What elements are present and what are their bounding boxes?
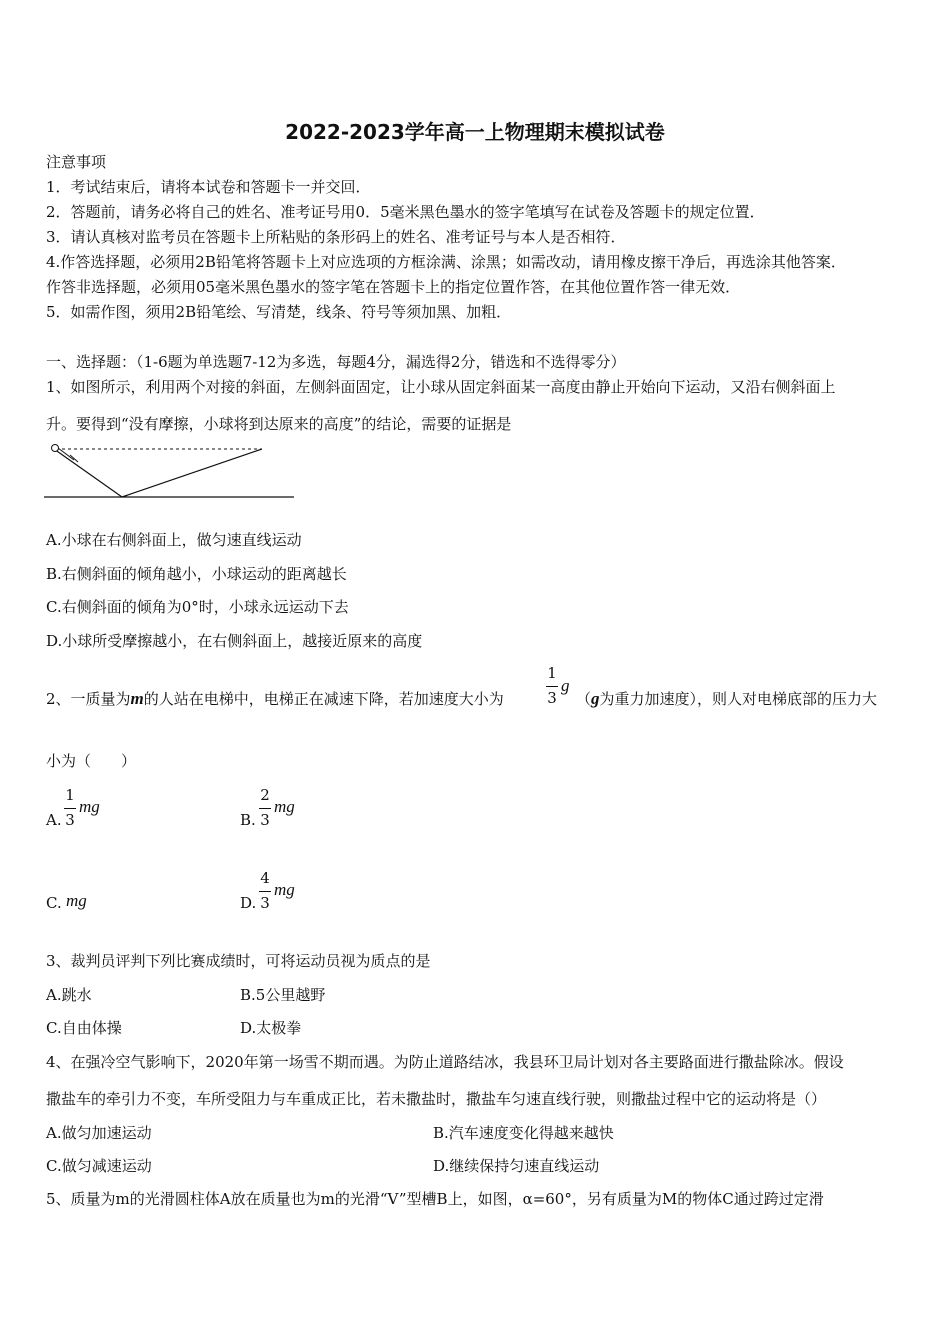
- fraction-numerator: 2: [260, 786, 270, 804]
- q2-text: （: [576, 690, 592, 708]
- notice-item: 4.作答选择题，必须用2B铅笔将答题卡上对应选项的方框涂满、涂黑；如需改动，请用橡皮擦干净后，再选涂其他答案．: [46, 253, 846, 271]
- q2-text: 2、一质量为: [46, 690, 131, 708]
- q2-text: 为重力加速度），则人对电梯底部的压力大: [599, 690, 878, 708]
- mg-symbol: mg: [274, 797, 295, 816]
- question-4-option: D.继续保持匀速直线运动: [433, 1157, 600, 1175]
- question-1-option: D.小球所受摩擦越小，在右侧斜面上，越接近原来的高度: [46, 632, 423, 650]
- fraction-line: [259, 808, 271, 809]
- notice-item: 3．请认真核对监考员在答题卡上所粘贴的条形码上的姓名、准考证号与本人是否相符．: [46, 228, 626, 246]
- ball-icon: [52, 445, 59, 452]
- fraction-numerator: 1: [547, 664, 557, 682]
- section-heading: 一、选择题：（1-6题为单选题7-12为多选，每题4分，漏选得2分，错选和不选得零分）: [46, 353, 626, 371]
- question-2-stem: [576, 689, 877, 709]
- question-4-stem: 撒盐车的牵引力不变，车所受阻力与车重成正比，若未撒盐时，撒盐车匀速直线行驶，则撒盐过程中它的运动将是（）: [46, 1090, 827, 1108]
- page-title: 2022-2023学年高一上物理期末模拟试卷: [285, 120, 665, 144]
- question-1-stem: 1、如图所示，利用两个对接的斜面，左侧斜面固定，让小球从固定斜面某一高度由静止开始向下运动，又沿右侧斜面上: [46, 378, 836, 396]
- fraction-line: [546, 686, 558, 687]
- mg-symbol: mg: [79, 797, 100, 816]
- question-3-option: B.5公里越野: [240, 986, 326, 1004]
- question-3-option: C.自由体操: [46, 1019, 122, 1037]
- gravity-symbol: g: [591, 689, 600, 708]
- option-label: B.: [240, 811, 256, 829]
- notice-item: 5．如需作图，须用2B铅笔绘、写清楚，线条、符号等须加黑、加粗．: [46, 303, 512, 321]
- mass-symbol: m: [130, 689, 144, 708]
- fraction-denominator: 3: [547, 689, 557, 707]
- incline-figure: [44, 440, 296, 502]
- option-label: D.: [240, 894, 257, 912]
- fraction-numerator: 4: [260, 869, 270, 887]
- question-3-option: D.太极拳: [240, 1019, 302, 1037]
- question-2-stem: 小为（ ）: [46, 752, 137, 770]
- mg-symbol: mg: [66, 891, 87, 910]
- question-1-option: B.右侧斜面的倾角越小，小球运动的距离越长: [46, 565, 347, 583]
- fraction-line: [259, 891, 271, 892]
- notice-heading: 注意事项: [46, 153, 107, 171]
- question-1-option: C.右侧斜面的倾角为0°时，小球永远运动下去: [46, 598, 349, 616]
- notice-item: 1．考试结束后，请将本试卷和答题卡一并交回．: [46, 178, 371, 196]
- gravity-symbol: g: [561, 676, 570, 695]
- fraction-denominator: 3: [260, 894, 270, 912]
- fraction-denominator: 3: [260, 811, 270, 829]
- fraction-line: [64, 808, 76, 809]
- question-4-option: B.汽车速度变化得越来越快: [433, 1124, 614, 1142]
- question-4-option: A.做匀加速运动: [46, 1124, 152, 1142]
- question-4-stem: 4、在强冷空气影响下，2020年第一场雪不期而遇。为防止道路结冰，我县环卫局计划对各主要路面进行撒盐除冰。假设: [46, 1053, 844, 1071]
- q2-text: 的人站在电梯中，电梯正在减速下降，若加速度大小为: [143, 690, 504, 708]
- question-5-stem: 5、质量为m的光滑圆柱体A放在质量也为m的光滑“V”型槽B上，如图，α=60°，另有质量为M的物体C通过跨过定滑: [46, 1190, 824, 1208]
- option-label: C.: [46, 894, 62, 912]
- question-1-option: A.小球在右侧斜面上，做匀速直线运动: [46, 531, 302, 549]
- notice-item: 2．答题前，请务必将自己的姓名、准考证号用0．5毫米黑色墨水的签字笔填写在试卷及答题卡的规定位置．: [46, 203, 765, 221]
- question-1-stem: 升。要得到“没有摩擦，小球将到达原来的高度”的结论，需要的证据是: [46, 415, 512, 433]
- question-3-stem: 3、裁判员评判下列比赛成绩时，可将运动员视为质点的是: [46, 952, 431, 970]
- mg-symbol: mg: [274, 880, 295, 899]
- fraction-numerator: 1: [65, 786, 75, 804]
- question-3-option: A.跳水: [46, 986, 92, 1004]
- fraction-denominator: 3: [65, 811, 75, 829]
- question-4-option: C.做匀减速运动: [46, 1157, 152, 1175]
- notice-item: 作答非选择题，必须用05毫米黑色墨水的签字笔在答题卡上的指定位置作答，在其他位置作答一律无效．: [46, 278, 741, 296]
- option-label: A.: [46, 811, 62, 829]
- question-2-stem: [46, 689, 504, 709]
